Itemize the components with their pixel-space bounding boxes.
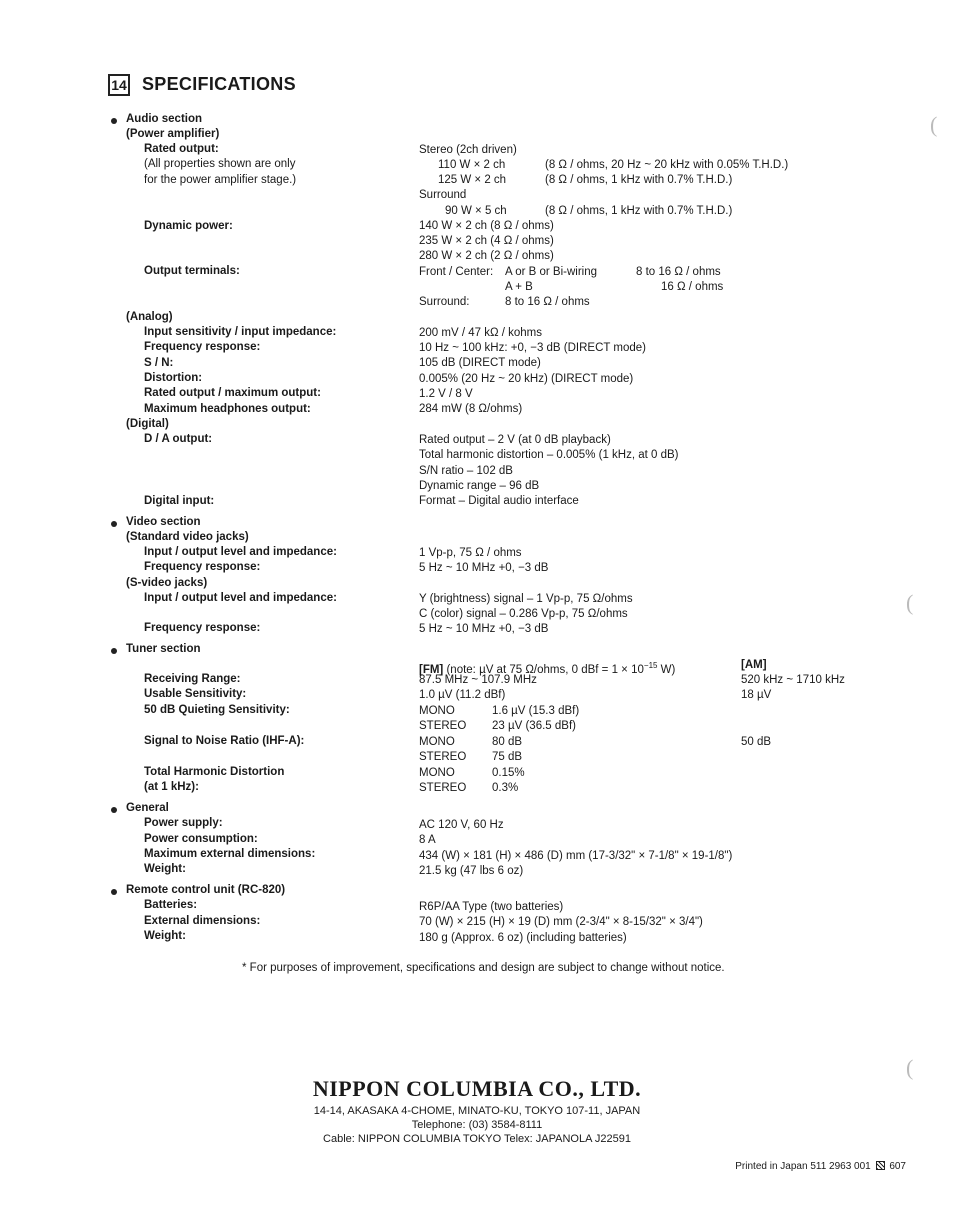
quieting-stereo-value: 23 µV (36.5 dBf)	[492, 720, 576, 732]
company-cable: Cable: NIPPON COLUMBIA TOKYO Telex: JAPANOLA J22591	[323, 1133, 631, 1145]
company-address: 14-14, AKASAKA 4-CHOME, MINATO-KU, TOKYO 107-11, JAPAN	[313, 1105, 641, 1117]
general-value-2: 8 A	[419, 834, 436, 846]
section-number: 14	[108, 74, 130, 96]
video-value-2: 5 Hz ~ 10 MHz +0, −3 dB	[419, 562, 549, 574]
bullet-remote	[111, 889, 117, 895]
analog-value-5: 1.2 V / 8 V	[419, 388, 473, 400]
video-value-1: 1 Vp-p, 75 Ω / ohms	[419, 547, 522, 559]
bullet-video	[111, 521, 117, 527]
term-front-option: A or B or Bi-wiring	[505, 266, 598, 278]
general-value-1: AC 120 V, 60 Hz	[419, 819, 504, 831]
quieting-mono-label: MONO	[419, 705, 455, 717]
am-header: [AM]	[741, 659, 767, 671]
general-label-4: Weight:	[144, 863, 186, 875]
snr-mono-value: 80 dB	[492, 736, 523, 748]
output-terminals-label: Output terminals:	[144, 265, 240, 277]
binding-mark-icon: (	[906, 1055, 914, 1080]
analog-label-6: Maximum headphones output:	[144, 403, 311, 415]
thd-mono-label: MONO	[419, 767, 455, 779]
da-value-2: Total harmonic distortion – 0.005% (1 kHz, at 0 dB)	[419, 449, 679, 461]
term-surround-label: Surround:	[419, 296, 470, 308]
rated-row3-cond: (8 Ω / ohms, 1 kHz with 0.7% T.H.D.)	[545, 205, 733, 217]
video-label-3: Input / output level and impedance:	[144, 592, 337, 604]
snr-stereo-label: STEREO	[419, 751, 467, 763]
term-front-label: Front / Center:	[419, 266, 494, 278]
company-name: NIPPON COLUMBIA CO., LTD.	[312, 1076, 642, 1101]
snr-stereo-value: 75 dB	[492, 751, 523, 763]
video-value-3a: Y (brightness) signal – 1 Vp-p, 75 Ω/ohms	[419, 593, 633, 605]
standard-video-heading: (Standard video jacks)	[126, 531, 249, 543]
quieting-stereo-label: STEREO	[419, 720, 467, 732]
analog-value-4: 0.005% (20 Hz ~ 20 kHz) (DIRECT mode)	[419, 373, 634, 385]
surround-label: Surround	[419, 189, 467, 201]
thd-mono-value: 0.15%	[492, 767, 525, 779]
remote-label-1: Batteries:	[144, 899, 198, 911]
analog-heading: (Analog)	[126, 311, 173, 323]
rated-row1-power: 110 W × 2 ch	[438, 159, 506, 171]
da-value-1: Rated output – 2 V (at 0 dB playback)	[419, 434, 611, 446]
thd-label-2: (at 1 kHz):	[144, 781, 199, 793]
thd-label-1: Total Harmonic Distortion	[144, 766, 285, 778]
analog-value-1: 200 mV / 47 kΩ / kohms	[419, 327, 543, 339]
analog-label-3: S / N:	[144, 357, 174, 369]
stereo-driven: Stereo (2ch driven)	[419, 144, 517, 156]
rated-output-label: Rated output:	[144, 143, 219, 155]
receiving-range-fm: 87.5 MHz ~ 107.9 MHz	[419, 674, 537, 686]
tuner-section-heading: Tuner section	[126, 643, 201, 655]
analog-label-4: Distortion:	[144, 372, 203, 384]
remote-label-2: External dimensions:	[144, 915, 261, 927]
digital-input-value: Format – Digital audio interface	[419, 495, 579, 507]
bullet-general	[111, 807, 117, 813]
video-label-2: Frequency response:	[144, 561, 261, 573]
recycle-mark-icon	[876, 1161, 885, 1170]
power-amp-heading: (Power amplifier)	[126, 128, 220, 140]
quieting-label: 50 dB Quieting Sensitivity:	[144, 704, 290, 716]
remote-label-3: Weight:	[144, 930, 186, 942]
term-surround-value: 8 to 16 Ω / ohms	[505, 296, 590, 308]
remote-value-2: 70 (W) × 215 (H) × 19 (D) mm (2-3/4" × 8-15/32" × 3/4")	[419, 916, 703, 928]
analog-value-3: 105 dB (DIRECT mode)	[419, 357, 541, 369]
page-title: SPECIFICATIONS	[142, 74, 296, 94]
video-value-4: 5 Hz ~ 10 MHz +0, −3 dB	[419, 623, 549, 635]
receiving-range-am: 520 kHz ~ 1710 kHz	[741, 674, 845, 686]
general-label-2: Power consumption:	[144, 833, 258, 845]
video-label-4: Frequency response:	[144, 622, 261, 634]
printed-code: 607	[889, 1161, 906, 1172]
receiving-range-label: Receiving Range:	[144, 673, 241, 685]
snr-am-value: 50 dB	[741, 736, 772, 748]
dynamic-1: 140 W × 2 ch (8 Ω / ohms)	[419, 220, 554, 232]
printed-text: Printed in Japan 511 2963 001	[735, 1161, 871, 1172]
digital-heading: (Digital)	[126, 418, 169, 430]
dynamic-power-label: Dynamic power:	[144, 220, 233, 232]
rated-row3-power: 90 W × 5 ch	[445, 205, 507, 217]
video-label-1: Input / output level and impedance:	[144, 546, 337, 558]
usable-sensitivity-label: Usable Sensitivity:	[144, 688, 247, 700]
video-value-3b: C (color) signal – 0.286 Vp-p, 75 Ω/ohms	[419, 608, 628, 620]
snr-label: Signal to Noise Ratio (IHF-A):	[144, 735, 305, 747]
analog-value-2: 10 Hz ~ 100 kHz: +0, −3 dB (DIRECT mode)	[419, 342, 647, 354]
rated-note-1: (All properties shown are only	[144, 158, 296, 170]
dynamic-3: 280 W × 2 ch (2 Ω / ohms)	[419, 250, 554, 262]
remote-value-1: R6P/AA Type (two batteries)	[419, 901, 564, 913]
term-ab-label: A + B	[505, 281, 533, 293]
snr-mono-label: MONO	[419, 736, 455, 748]
quieting-mono-value: 1.6 µV (15.3 dBf)	[492, 705, 580, 717]
bullet-tuner	[111, 648, 117, 654]
video-section-heading: Video section	[126, 516, 201, 528]
remote-section-heading: Remote control unit (RC-820)	[126, 884, 286, 896]
thd-stereo-value: 0.3%	[492, 782, 519, 794]
da-value-3: S/N ratio – 102 dB	[419, 465, 513, 477]
analog-label-2: Frequency response:	[144, 341, 261, 353]
da-output-label: D / A output:	[144, 433, 213, 445]
general-value-3: 434 (W) × 181 (H) × 486 (D) mm (17-3/32" × 7-1/8" × 19-1/8")	[419, 850, 733, 862]
bullet-audio	[111, 118, 117, 124]
remote-value-3: 180 g (Approx. 6 oz) (including batteries)	[419, 932, 627, 944]
analog-label-5: Rated output / maximum output:	[144, 387, 321, 399]
dynamic-2: 235 W × 2 ch (4 Ω / ohms)	[419, 235, 554, 247]
binding-mark-icon: (	[906, 590, 914, 615]
binding-mark-icon: (	[930, 112, 938, 137]
general-label-3: Maximum external dimensions:	[144, 848, 316, 860]
general-section-heading: General	[126, 802, 169, 814]
rated-row2-cond: (8 Ω / ohms, 1 kHz with 0.7% T.H.D.)	[545, 174, 733, 186]
analog-value-6: 284 mW (8 Ω/ohms)	[419, 403, 523, 415]
term-ab-value: 16 Ω / ohms	[661, 281, 724, 293]
svideo-heading: (S-video jacks)	[126, 577, 208, 589]
fm-header: [FM] (note: µV at 75 Ω/ohms, 0 dBf = $1 \times 10^{-15}$ W)	[419, 661, 676, 676]
term-front-value: 8 to 16 Ω / ohms	[636, 266, 721, 278]
general-value-4: 21.5 kg (47 lbs 6 oz)	[419, 865, 524, 877]
digital-input-label: Digital input:	[144, 495, 215, 507]
audio-section-heading: Audio section	[126, 113, 203, 125]
analog-label-1: Input sensitivity / input impedance:	[144, 326, 337, 338]
general-label-1: Power supply:	[144, 817, 223, 829]
rated-row2-power: 125 W × 2 ch	[438, 174, 507, 186]
company-telephone: Telephone: (03) 3584-8111	[411, 1119, 543, 1131]
usable-sensitivity-fm: 1.0 µV (11.2 dBf)	[419, 689, 506, 701]
thd-stereo-label: STEREO	[419, 782, 467, 794]
printed-line	[735, 1161, 906, 1172]
usable-sensitivity-am: 18 µV	[741, 689, 772, 701]
rated-row1-cond: (8 Ω / ohms, 20 Hz ~ 20 kHz with 0.05% T.H.D.)	[545, 159, 789, 171]
da-value-4: Dynamic range – 96 dB	[419, 480, 540, 492]
rated-note-2: for the power amplifier stage.)	[144, 174, 297, 186]
footnote: * For purposes of improvement, specifications and design are subject to change without notice.	[242, 962, 725, 974]
